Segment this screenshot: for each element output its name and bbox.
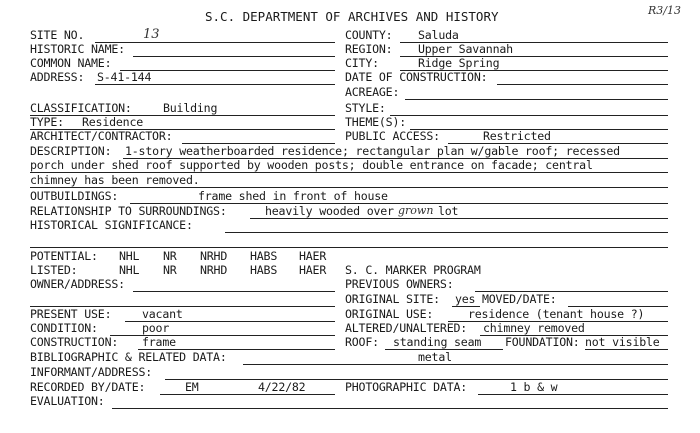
type-value: Residence bbox=[82, 115, 144, 129]
label-region: REGION: bbox=[345, 42, 393, 56]
public-access-value: Restricted bbox=[483, 129, 551, 143]
label-potential: POTENTIAL: bbox=[30, 249, 98, 263]
site-no-line bbox=[95, 42, 335, 43]
listed-haer: HAER bbox=[299, 263, 327, 277]
label-photographic-data: PHOTOGRAPHIC DATA: bbox=[345, 380, 468, 394]
photographic-data-value: 1 b & w bbox=[510, 380, 558, 394]
label-description: DESCRIPTION: bbox=[30, 144, 112, 158]
label-original-use: ORIGINAL USE: bbox=[345, 307, 434, 321]
label-common-name: COMMON NAME: bbox=[30, 56, 112, 70]
relationship-line bbox=[250, 218, 668, 219]
label-historic-name: HISTORIC NAME: bbox=[30, 42, 125, 56]
bibliographic-line bbox=[243, 364, 668, 365]
label-original-site: ORIGINAL SITE: bbox=[345, 292, 440, 306]
label-type: TYPE: bbox=[30, 115, 64, 129]
label-date-of-construction: DATE OF CONSTRUCTION: bbox=[345, 70, 488, 84]
label-altered: ALTERED/UNALTERED: bbox=[345, 321, 468, 335]
corner-note: R3/13 bbox=[648, 4, 681, 17]
label-outbuildings: OUTBUILDINGS: bbox=[30, 189, 119, 203]
potential-nr: NR bbox=[163, 249, 177, 263]
label-classification: CLASSIFICATION: bbox=[30, 101, 132, 115]
recorded-by-value: EM bbox=[185, 380, 199, 394]
label-site-no: SITE NO. bbox=[30, 28, 85, 42]
label-bibliographic: BIBLIOGRAPHIC & RELATED DATA: bbox=[30, 350, 227, 364]
address-line bbox=[95, 84, 335, 85]
listed-nrhd: NRHD bbox=[200, 263, 228, 277]
region-value: Upper Savannah bbox=[418, 42, 513, 56]
label-relationship: RELATIONSHIP TO SURROUNDINGS: bbox=[30, 204, 227, 218]
site-no-value: 13 bbox=[143, 27, 160, 42]
label-address: ADDRESS: bbox=[30, 70, 85, 84]
style-line bbox=[390, 115, 668, 116]
relationship-typed-end: lot bbox=[438, 204, 459, 218]
recorded-date-value: 4/22/82 bbox=[258, 380, 306, 394]
common-name-line bbox=[120, 70, 335, 71]
present-use-value: vacant bbox=[142, 307, 183, 321]
label-previous-owners: PREVIOUS OWNERS: bbox=[345, 277, 454, 291]
label-recorded-by: RECORDED BY/DATE: bbox=[30, 380, 146, 394]
label-informant: INFORMANT/ADDRESS: bbox=[30, 365, 153, 379]
listed-habs: HABS bbox=[250, 263, 278, 277]
listed-nr: NR bbox=[163, 263, 177, 277]
label-public-access: PUBLIC ACCESS: bbox=[345, 129, 440, 143]
city-value: Ridge Spring bbox=[418, 56, 500, 70]
foundation-line bbox=[585, 349, 668, 350]
label-construction: CONSTRUCTION: bbox=[30, 335, 119, 349]
label-foundation: FOUNDATION: bbox=[505, 335, 580, 349]
photographic-data-line bbox=[478, 394, 668, 395]
county-value: Saluda bbox=[418, 28, 459, 42]
roof-value-line-1: standing seam bbox=[393, 335, 482, 349]
historical-significance-rule-2 bbox=[30, 247, 668, 248]
relationship-handwritten: grown bbox=[398, 204, 434, 217]
evaluation-line bbox=[112, 408, 668, 409]
potential-habs: HABS bbox=[250, 249, 278, 263]
foundation-value: not visible bbox=[585, 335, 660, 349]
potential-nhl: NHL bbox=[119, 249, 140, 263]
description-line-3: chimney has been removed. bbox=[30, 173, 200, 187]
description-line-2: porch under shed roof supported by wooden posts; double entrance on facade; central bbox=[30, 158, 593, 172]
original-use-value: residence (tenant house ?) bbox=[468, 307, 645, 321]
label-owner-address: OWNER/ADDRESS: bbox=[30, 277, 125, 291]
recorded-by-line bbox=[160, 394, 335, 395]
label-historical-significance: HISTORICAL SIGNIFICANCE: bbox=[30, 218, 193, 232]
address-value: S-41-144 bbox=[97, 70, 152, 84]
relationship-typed: heavily wooded over bbox=[265, 204, 394, 218]
potential-nrhd: NRHD bbox=[200, 249, 228, 263]
label-style: STYLE: bbox=[345, 101, 386, 115]
potential-haer: HAER bbox=[299, 249, 327, 263]
condition-value: poor bbox=[142, 321, 170, 335]
listed-nhl: NHL bbox=[119, 263, 140, 277]
label-present-use: PRESENT USE: bbox=[30, 307, 112, 321]
date-of-construction-line bbox=[497, 84, 668, 85]
classification-line bbox=[30, 115, 335, 116]
outbuildings-value: frame shed in front of house bbox=[198, 189, 388, 203]
label-listed: LISTED: bbox=[30, 263, 78, 277]
label-architect: ARCHITECT/CONTRACTOR: bbox=[30, 129, 173, 143]
acreage-line bbox=[405, 99, 668, 100]
owner-address-line bbox=[133, 291, 335, 292]
label-theme: THEME(S): bbox=[345, 115, 407, 129]
construction-value: frame bbox=[142, 335, 176, 349]
label-condition: CONDITION: bbox=[30, 321, 98, 335]
label-acreage: ACREAGE: bbox=[345, 85, 400, 99]
original-site-value: yes bbox=[455, 292, 476, 306]
altered-value: chimney removed bbox=[483, 321, 585, 335]
label-moved-date: MOVED/DATE: bbox=[482, 292, 557, 306]
label-evaluation: EVALUATION: bbox=[30, 394, 105, 408]
label-roof: ROOF: bbox=[345, 335, 379, 349]
label-sc-marker: S. C. MARKER PROGRAM bbox=[345, 263, 481, 277]
historical-significance-line bbox=[225, 232, 668, 233]
form-title: S.C. DEPARTMENT OF ARCHIVES AND HISTORY bbox=[205, 9, 499, 24]
historic-name-line bbox=[133, 56, 335, 57]
roof-value-line-2: metal bbox=[418, 350, 452, 364]
label-city: CITY: bbox=[345, 56, 379, 70]
description-line-1: 1-story weatherboarded residence; rectangular plan w/gable roof; recessed bbox=[125, 144, 620, 158]
description-rule-3 bbox=[30, 187, 668, 188]
classification-value: Building bbox=[163, 101, 218, 115]
label-county: COUNTY: bbox=[345, 28, 393, 42]
